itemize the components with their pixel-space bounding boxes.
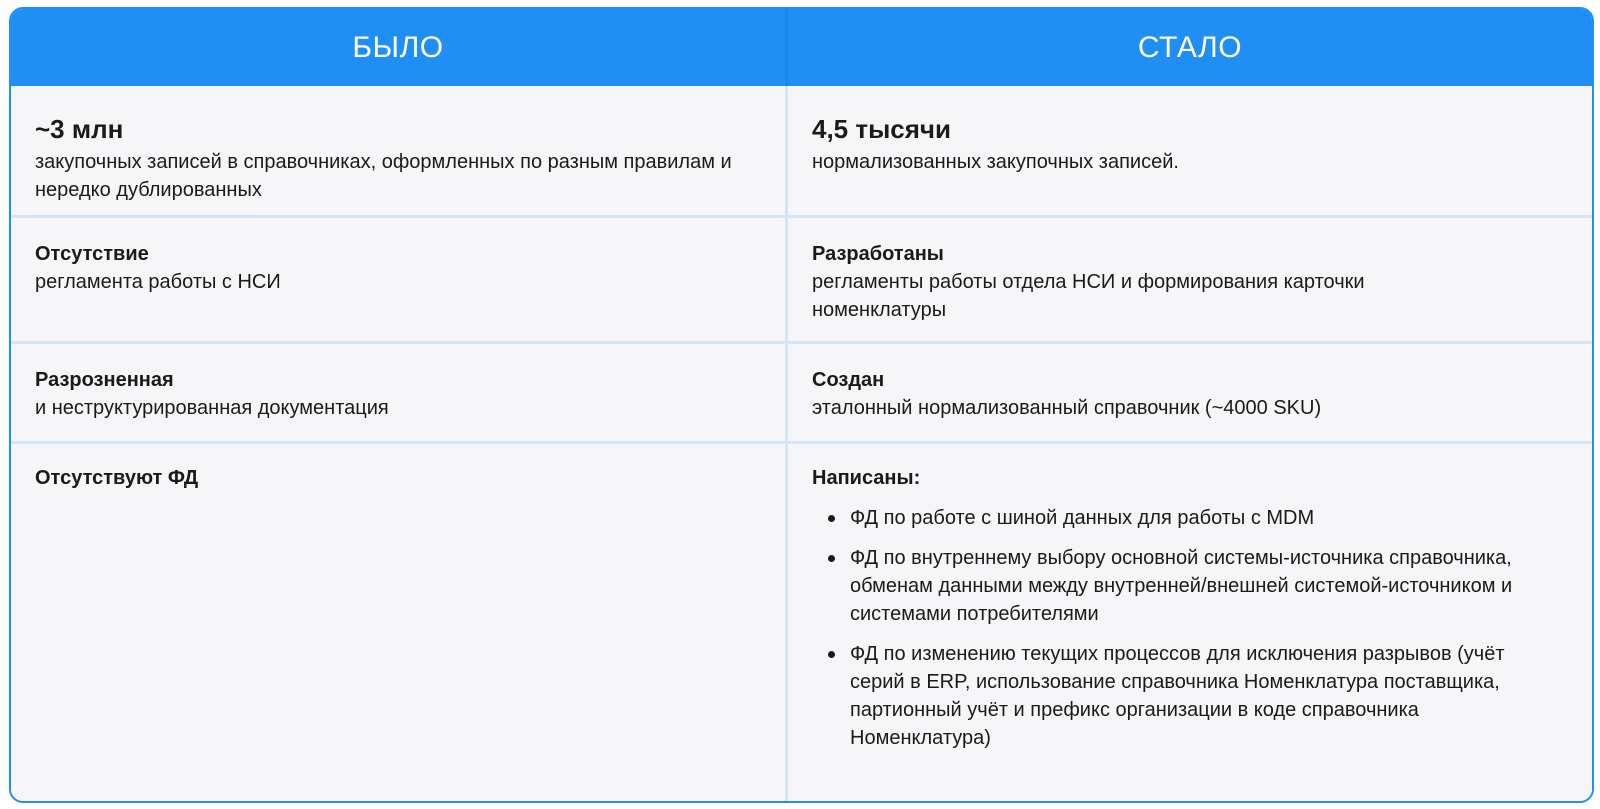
row-1-before-title: ~3 млн: [35, 114, 124, 144]
bullet-dot-icon: [828, 515, 835, 522]
row-1-before: [11, 86, 788, 218]
header-after-label: СТАЛО: [1137, 30, 1243, 64]
header-before-label: БЫЛО: [352, 30, 444, 64]
row-4-after-bullets: [812, 504, 1532, 752]
row-2-after-title: Разработаны: [812, 243, 944, 265]
list-item-text: ФД по изменению текущих процессов для исключения разрывов (учёт серий в ERP, использование справочника Номенклатура поставщика, партионный учёт и префикс организации в коде справочника Номенклатура): [850, 643, 1505, 749]
row-1-before-text: закупочных записей в справочниках, оформленных по разным правилам и нередко дублированных: [35, 151, 732, 201]
list-item-text: ФД по внутреннему выбору основной системы-источника справочника, обменам данными между внутренней/внешней системой-источником и системами потребителями: [850, 547, 1513, 625]
row-1-after-title: 4,5 тысячи: [812, 114, 952, 144]
list-item: [828, 640, 1532, 752]
row-2-after-text: регламенты работы отдела НСИ и формирования карточки номенклатуры: [812, 271, 1365, 321]
header-before: [11, 9, 788, 86]
row-3-before-text: и неструктурированная документация: [35, 397, 389, 419]
row-3-after: [788, 344, 1592, 444]
header-after: [788, 9, 1592, 86]
row-2-before: [11, 218, 788, 344]
row-1-after-text: нормализованных закупочных записей.: [812, 151, 1179, 173]
row-4-before: [11, 444, 788, 801]
comparison-table: [9, 7, 1594, 803]
row-3-before: [11, 344, 788, 444]
row-2-before-title: Отсутствие: [35, 243, 149, 265]
row-4-after-title: Написаны:: [812, 467, 921, 489]
row-2-before-text: регламента работы с НСИ: [35, 271, 281, 293]
row-4-before-title: Отсутствуют ФД: [35, 467, 199, 489]
row-3-before-title: Разрозненная: [35, 369, 174, 391]
row-1-after: [788, 86, 1592, 218]
list-item-text: ФД по работе с шиной данных для работы с MDM: [850, 507, 1315, 529]
bullet-dot-icon: [828, 555, 835, 562]
row-3-after-title: Создан: [812, 369, 885, 391]
bullet-dot-icon: [828, 651, 835, 658]
list-item: [828, 504, 1532, 532]
row-2-after: [788, 218, 1592, 344]
row-4-after: [788, 444, 1592, 801]
row-3-after-text: эталонный нормализованный справочник (~4000 SKU): [812, 397, 1322, 419]
list-item: [828, 544, 1532, 628]
